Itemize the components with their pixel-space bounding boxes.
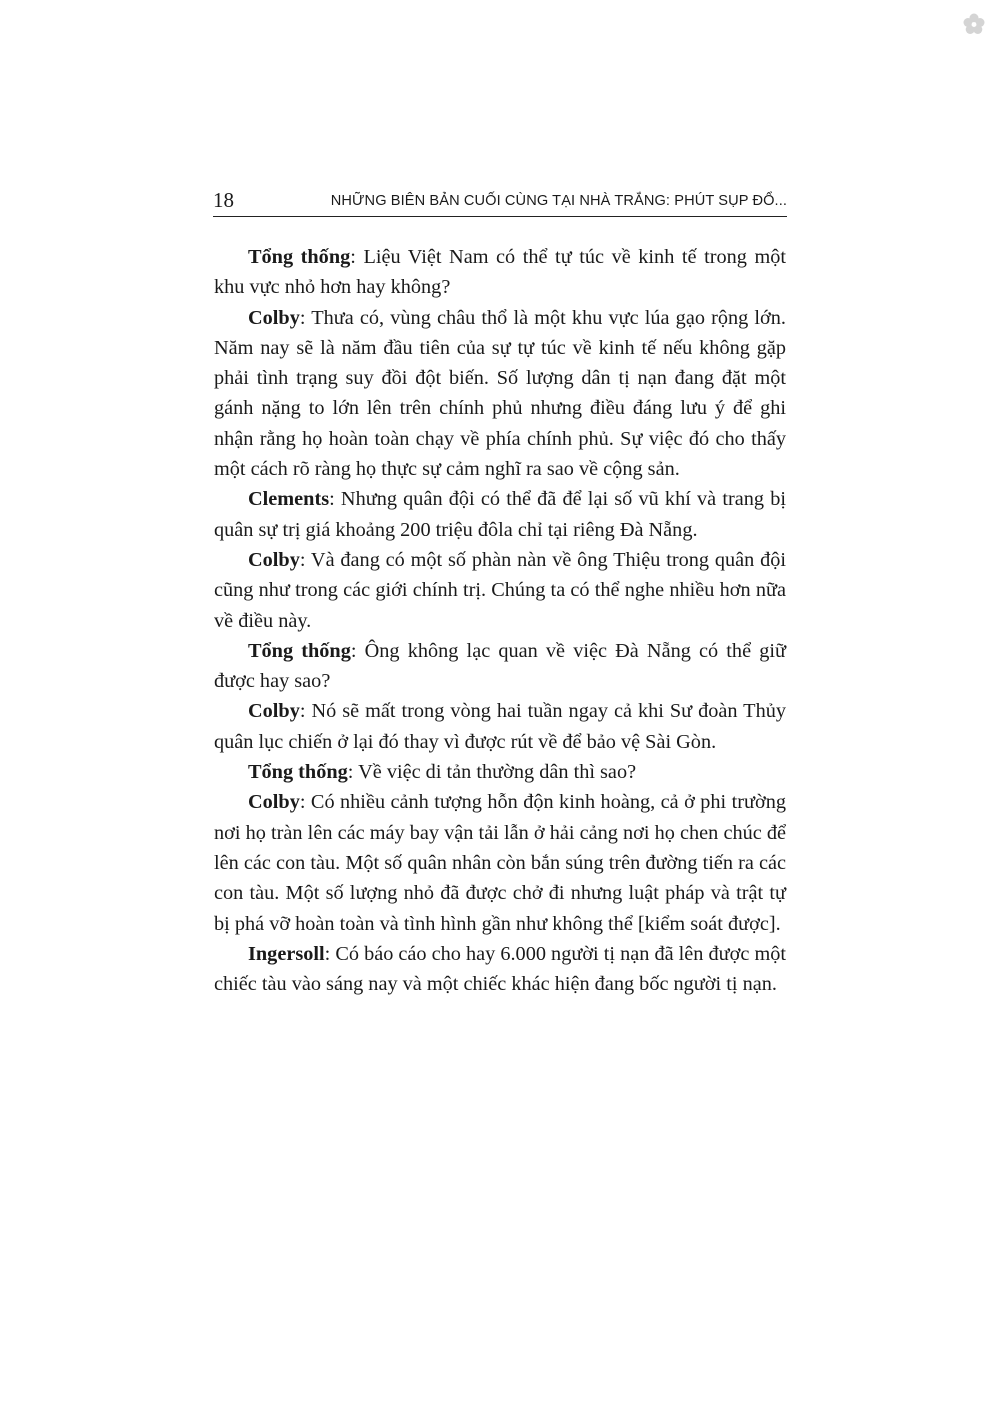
paragraph — [214, 787, 786, 938]
paragraph-text: : Liệu Việt Nam có thể tự túc về kinh tế trong một khu vực nhỏ hơn hay không? — [214, 246, 786, 299]
running-header — [213, 186, 787, 217]
speaker-name: Colby — [248, 306, 300, 329]
speaker-name: Tổng thống — [248, 246, 351, 268]
speaker-name: Tổng thống — [248, 761, 348, 784]
paragraph — [214, 545, 786, 636]
paragraph — [214, 303, 786, 485]
paragraph — [214, 636, 786, 697]
paragraph — [214, 242, 786, 303]
paragraph — [214, 484, 786, 545]
running-title: NHỮNG BIÊN BẢN CUỐI CÙNG TẠI NHÀ TRẮNG: PHÚT SỤP ĐỔ... — [330, 193, 787, 209]
speaker-name: Clements — [248, 488, 330, 511]
paragraph-text: : Về việc di tản thường dân thì sao? — [347, 761, 637, 784]
speaker-name: Tổng thống — [248, 639, 351, 662]
paragraph-text: : Thưa có, vùng châu thổ là một khu vực lúa gạo rộng lớn. Năm nay sẽ là năm đầu tiên của sự tự túc về kinh tế nếu không gặp phải tình trạng suy đồi đột biến. Số lượng dân tị nạn đang đặt một gánh nặng to lớn lên trên chính phủ nhưng điều đáng lưu ý để ghi nhận rằng họ hoàn toàn chạy về phía chính phủ. Sự việc đó cho thấy một cách rõ ràng họ thực sự cảm nghĩ ra sao về cộng sản. — [214, 306, 786, 481]
paragraph — [214, 696, 786, 757]
page-number: 18 — [213, 188, 234, 212]
speaker-name: Colby — [248, 700, 300, 723]
speaker-name: Colby — [248, 548, 300, 571]
paragraph-text: : Ông không lạc quan về việc Đà Nẵng có thể giữ được hay sao? — [214, 639, 786, 693]
speaker-name: Colby — [248, 791, 300, 814]
flower-watermark-icon — [962, 12, 986, 36]
paragraph-text: : Nhưng quân đội có thể đã để lại số vũ khí và trang bị quân sự trị giá khoảng 200 triệu đôla chỉ tại riêng Đà Nẵng. — [214, 488, 786, 541]
speaker-name: Ingersoll — [248, 942, 325, 965]
body-text — [214, 242, 786, 999]
paragraph-text: : Nó sẽ mất trong vòng hai tuần ngay cả khi Sư đoàn Thủy quân lục chiến ở lại đó thay vì được rút về để bảo vệ Sài Gòn. — [214, 700, 786, 753]
paragraph-text: : Có nhiều cảnh tượng hỗn độn kinh hoàng, cả ở phi trường nơi họ tràn lên các máy bay vận tải lẫn ở hải cảng nơi họ chen chúc để lên các con tàu. Một số quân nhân còn bắn súng trên đường tiến ra các con tàu. Một số lượng nhỏ đã được chở đi nhưng luật pháp và trật tự bị phá vỡ hoàn toàn và tình hình gần như không thể [kiểm soát được]. — [214, 791, 786, 935]
paragraph — [214, 757, 786, 787]
paragraph — [214, 939, 786, 1000]
paragraph-text: : Có báo cáo cho hay 6.000 người tị nạn đã lên được một chiếc tàu vào sáng nay và một chiếc khác hiện đang bốc người tị nạn. — [214, 942, 786, 996]
paragraph-text: : Và đang có một số phàn nàn về ông Thiệu trong quân đội cũng như trong các giới chính trị. Chúng ta có thể nghe nhiều hơn nữa về điều này. — [214, 548, 786, 632]
